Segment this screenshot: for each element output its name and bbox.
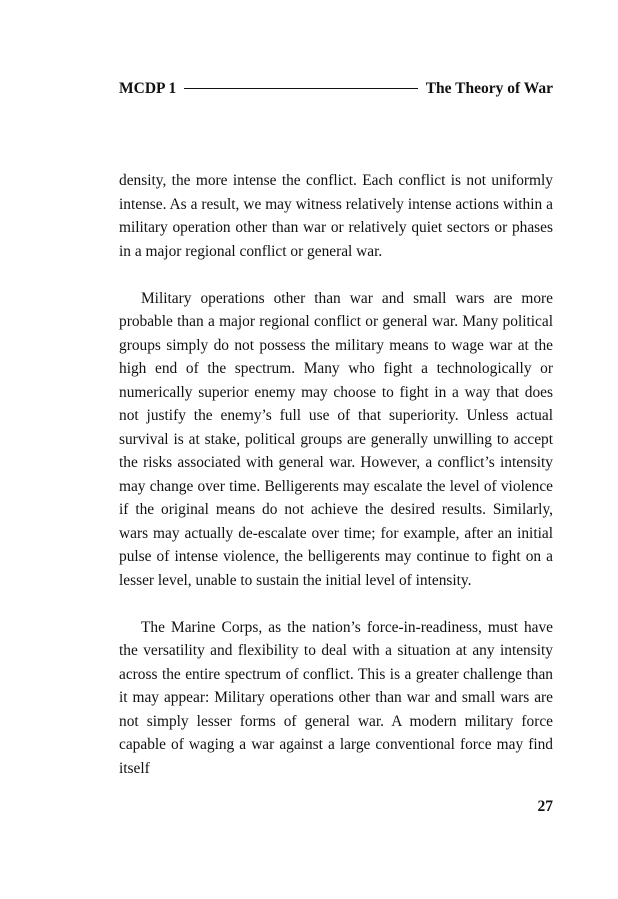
header-chapter-title: The Theory of War <box>425 80 553 97</box>
running-header <box>119 78 553 100</box>
paragraph-probability: Military operations other than war and small wars are more probable than a major regional conflict or general war. Many political groups simply do not possess the military means to wage war at the high end of the spectrum. Many who fight a technologically or numerically superior enemy may choose to fight in a way that does not justify the enemy’s full use of that superiority. Unless actual survival is at stake, political groups are generally unwilling to accept the risks associated with general war. However, a conflict’s intensity may change over time. Belligerents may escalate the level of violence if the original means do not achieve the desired results. Similarly, wars may actually de-escalate over time; for example, after an initial pulse of intense violence, the belligerents may continue to fight on a lesser level, unable to sustain the initial level of intensity. <box>119 289 553 589</box>
header-publication-id: MCDP 1 <box>119 80 177 97</box>
header-rule <box>184 88 417 89</box>
paragraph-marine-corps: The Marine Corps, as the nation’s force-in-readiness, must have the versatility and flexibility to deal with a situation at any intensity across the entire spectrum of conflict. This is a greater challenge than it may appear: Military operations other than war and small wars are not simply lesser forms of general war. A modern military force capable of waging a war against a large conventional force may find itself <box>119 618 553 777</box>
page-number: 27 <box>537 798 553 815</box>
paragraph-continuation: density, the more intense the conflict. Each conflict is not uniformly intense. As a result, we may witness relatively intense actions within a military operation other than war or relatively quiet sectors or phases in a major regional conflict or general war. <box>119 172 553 260</box>
body-text <box>119 169 553 804</box>
